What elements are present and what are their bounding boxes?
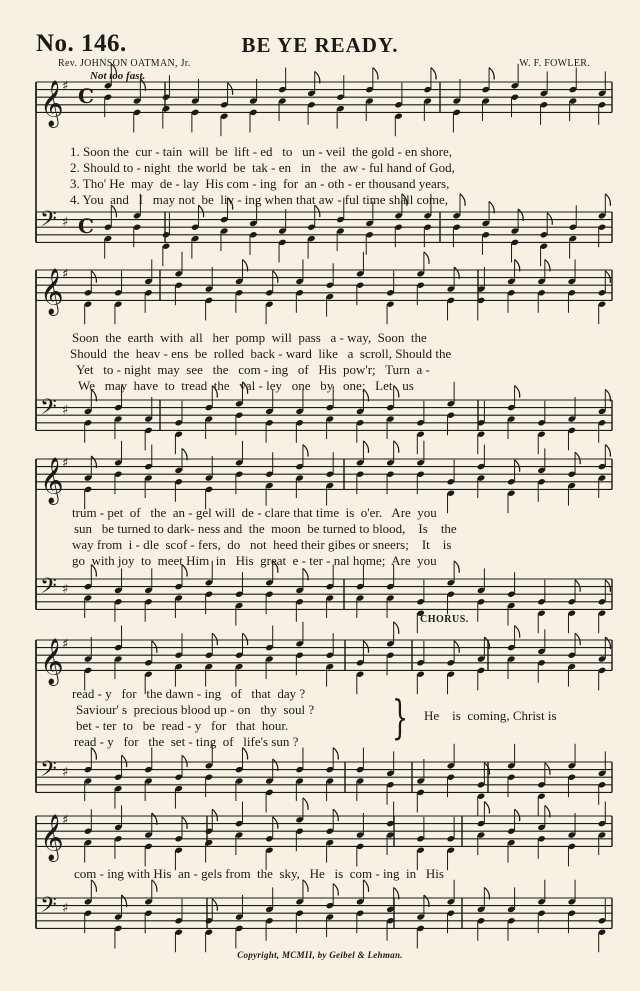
note-flag [152,880,157,892]
system4-verse4: read - y for the set - ting of life's sun ? [74,734,299,749]
system4-verse2: Saviour' s precious blood up - on thy soul ? [76,702,315,717]
system2-verse4: We may have to tread the val - ley one by one; Let us [78,378,414,393]
note-flag [460,194,465,206]
sharp-icon: ♯ [62,813,69,828]
time-signature: C [78,214,94,238]
note-flag [484,763,489,775]
system3-verse4: go with joy to meet Him in His great e - ter - nal home; Are you [72,553,437,568]
note-flag [575,633,580,645]
lyricist-credit: Rev. JOHNSON OATMAN, Jr. [58,58,191,69]
treble-clef-icon: 𝄞 [40,268,64,315]
note-flag [303,798,308,810]
note-flag [333,809,338,821]
note-flag [363,641,368,653]
note-flag [303,880,308,892]
note-flag [111,205,116,217]
note-flag [242,633,247,645]
sharp-icon: ♯ [62,765,69,780]
note-flag [182,817,187,829]
chorus-lyric-line1: He is coming, Christ is [424,708,557,723]
sharp-icon: ♯ [62,403,69,418]
note-flag [547,213,552,225]
treble-clef-icon: 𝄞 [40,814,64,861]
note-flag [303,445,308,457]
treble-clef-icon: 𝄞 [40,457,64,504]
system1-verse4: 4. You and I may not be liv - ing when that aw - ful time shall come, [70,192,449,207]
treble-clef-icon: 𝄞 [40,80,64,127]
note-flag [515,460,520,472]
note-flag [111,64,116,76]
note-flag [545,763,550,775]
note-flag [198,205,203,217]
note-flag [333,884,338,896]
note-flag [373,68,378,80]
note-flag [454,561,459,573]
hymn-number: No. 146. [36,30,127,57]
bass-clef-icon: 𝄢 [40,207,57,237]
note-flag [484,802,489,814]
sharp-icon: ♯ [62,637,69,652]
note-flag [605,445,610,457]
system5-chorus-lyric: com - ing with His an - gels from the sky, He is com - ing in His [74,866,444,881]
system2-verse1: Soon the earth with all her pomp will pass a - way, Soon the [72,330,427,345]
note-flag [363,441,368,453]
note-flag [242,748,247,760]
bass-clef-icon: 𝄢 [40,395,57,425]
system1-verse2: 2. Should to - night the world be tak - en in the aw - ful hand of God, [70,160,455,175]
sharp-icon: ♯ [62,267,69,282]
note-flag [605,194,610,206]
bass-clef-icon: 𝄢 [40,757,57,787]
note-flag [575,580,580,592]
sharp-icon: ♯ [62,79,69,94]
note-flag [152,641,157,653]
system1-verse1: 1. Soon the cur - tain will be lift - ed to un - veil the gold - en shore, [70,144,452,159]
note-flag [273,817,278,829]
system2-verse2: Should the heav - ens be rolled back - ward like a scroll, Should the [70,346,452,361]
system3-verse1: trum - pet of the an - gel will de - clare that time is o'er. Are you [72,505,437,520]
note-flag [605,271,610,283]
note-flag [91,271,96,283]
note-flag [489,68,494,80]
note-flag [273,271,278,283]
system2-verse3: Yet to - night may see the com - ing of His pow'r; Turn a - [76,362,430,377]
note-flag [315,205,320,217]
bass-clef-icon: 𝄢 [40,893,57,923]
sharp-icon: ♯ [62,215,69,230]
note-flag [212,899,217,911]
note-flag [212,633,217,645]
note-flag [333,748,338,760]
bass-clef-icon: 𝄢 [40,574,57,604]
treble-clef-icon: 𝄞 [40,638,64,685]
note-flag [605,580,610,592]
hymn-title: BE YE READY. [241,33,399,57]
note-flag [394,622,399,634]
system4-verse1: read - y for the dawn - ing of that day ? [72,686,306,701]
system3-verse2: sun be turned to dark- ness and the moon be turned to blood, Is the [74,521,457,536]
verse-brace: } [392,690,409,744]
note-flag [212,809,217,821]
sharp-icon: ♯ [62,901,69,916]
note-flag [122,755,127,767]
note-flag [363,880,368,892]
note-flag [91,880,96,892]
note-flag [91,748,96,760]
composer-credit: W. F. FOWLER. [519,58,590,69]
note-flag [424,252,429,264]
chorus-label: CHORUS. [420,614,469,625]
time-signature: C [78,84,94,108]
tempo-marking: Not too fast. [90,70,146,82]
sharp-icon: ♯ [62,456,69,471]
note-flag [431,68,436,80]
system1-verse3: 3. Tho' He may de - lay His com - ing for an - oth - er thousand years, [70,176,450,191]
system4-verse3: bet - ter to be read - y for that hour. [76,718,289,733]
note-flag [515,626,520,638]
note-flag [394,441,399,453]
note-flag [515,809,520,821]
note-flag [182,755,187,767]
note-flag [228,83,233,95]
note-flag [515,386,520,398]
sharp-icon: ♯ [62,582,69,597]
note-flag [454,641,459,653]
system3-verse3: way from i - dle scof - fers, do not heed their gibes or sneers; It is [72,537,452,552]
copyright-footer: Copyright, MCMII, by Geibel & Lehman. [237,950,403,960]
note-flag [575,452,580,464]
